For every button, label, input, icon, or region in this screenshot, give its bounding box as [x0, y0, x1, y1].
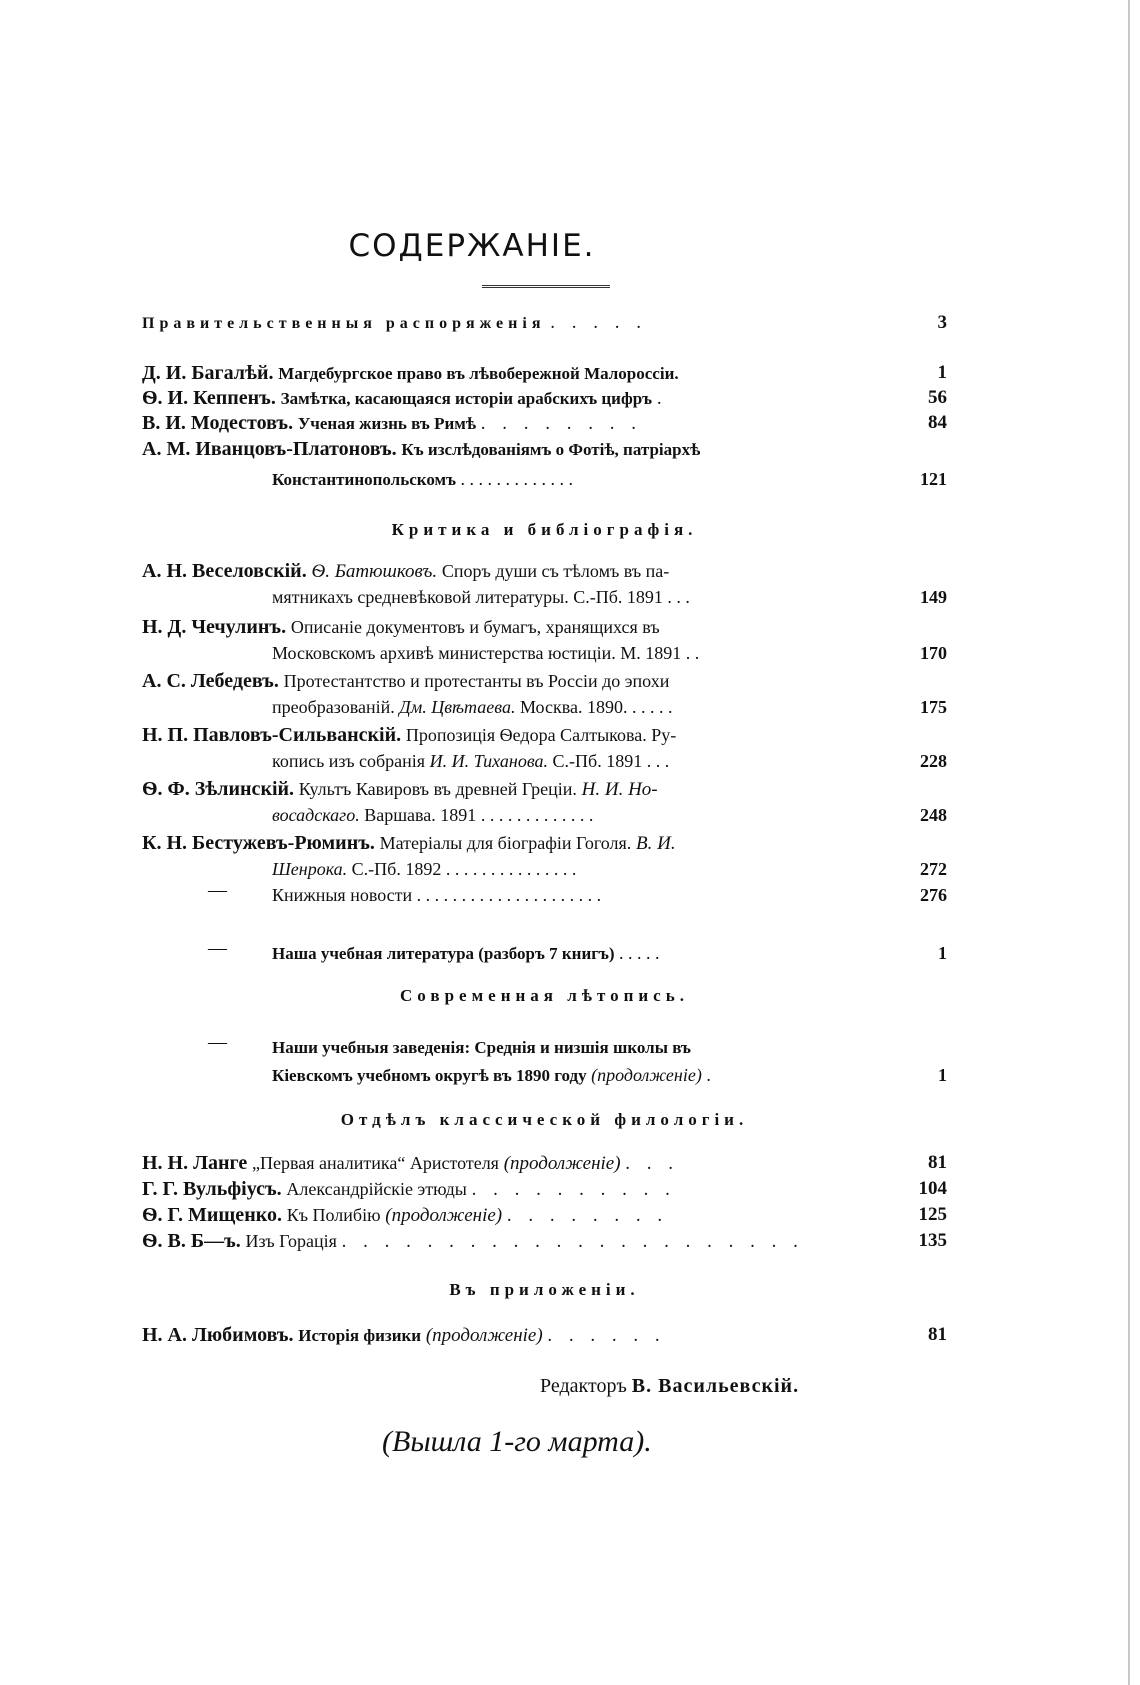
critique-imprint: Москва. 1890.: [519, 697, 628, 717]
philology-note: (продолженіе): [385, 1205, 503, 1226]
toc-row-continuation: [272, 856, 947, 882]
toc-row-philology: [142, 1176, 947, 1203]
chronicle-note: (продолженіе): [591, 1065, 702, 1085]
article-author: А. М. Иванцовъ-Платоновъ.: [142, 438, 397, 460]
editor-name: В. Васильевскій.: [631, 1375, 800, 1397]
toc-row-continuation: [272, 694, 947, 720]
critique-reviewed-author: В. И.: [636, 833, 676, 854]
philology-author: Н. Н. Ланге: [142, 1152, 248, 1174]
article-author: В. И. Модестовъ.: [142, 412, 294, 434]
critique-dots: . . . . . . . . . . . . .: [480, 805, 594, 825]
philology-dots: . . . . . . . .: [506, 1205, 669, 1226]
critique-title: Культъ Кавировъ въ древней Греціи.: [298, 779, 577, 799]
critique-page: 276: [920, 885, 947, 905]
dash-mark: —: [208, 938, 227, 959]
school-page: 1: [938, 943, 947, 963]
appendix-dots: . . . . . .: [547, 1325, 666, 1346]
chronicle-page: 1: [938, 1065, 947, 1085]
philology-author: Ѳ. Г. Мищенко.: [142, 1204, 282, 1226]
toc-row-continuation: [272, 466, 947, 493]
dash-mark: —: [208, 880, 227, 901]
critique-title-cont: преобразованій.: [272, 697, 395, 717]
toc-row-article: [142, 385, 947, 412]
appendix-page: 81: [928, 1324, 947, 1345]
critique-page: 248: [920, 805, 947, 825]
toc-row-continuation: [272, 802, 947, 828]
toc-row-critique: [142, 830, 947, 857]
article-author: Ѳ. И. Кеппенъ.: [142, 387, 276, 409]
article-dots: . . . . . . . . . . . . .: [460, 469, 573, 489]
critique-reviewed-author: И. И. Тиханова.: [429, 751, 549, 771]
title-rule: [482, 285, 610, 288]
critique-dots: . . .: [646, 751, 670, 771]
philology-dots: . . . . . . . . . . . . . . . . . . . . . .: [341, 1231, 804, 1252]
article-title-cont: Константинопольскомъ: [272, 470, 456, 489]
govt-dots: . . . . .: [550, 312, 647, 333]
critique-author: К. Н. Бестужевъ-Рюминъ.: [142, 832, 375, 854]
critique-title-cont: копись изъ собранія: [272, 751, 426, 771]
critique-title-cont: Московскомъ архивѣ министерства юстиціи. М. 1891: [272, 643, 682, 663]
toc-row-philology: [142, 1150, 947, 1177]
article-page: 1: [937, 362, 947, 383]
chronicle-title-cont: Кіевскомъ учебномъ округѣ въ 1890 году: [272, 1066, 587, 1085]
critique-reviewed-author-cont: восадскаго.: [272, 805, 360, 825]
toc-row-critique: [142, 668, 947, 695]
critique-page: 149: [920, 587, 947, 607]
philology-title: Изъ Горація: [245, 1231, 337, 1251]
critique-author: А. Н. Веселовскій.: [142, 560, 307, 582]
critique-title-cont: мятникахъ средневѣковой литературы. С.-Пб. 1891: [272, 587, 663, 607]
critique-reviewed-author: Ѳ. Батюшковъ.: [311, 561, 438, 582]
article-page: 84: [928, 412, 947, 433]
critique-title: Споръ души съ тѣломъ въ па-: [441, 561, 670, 581]
school-title: Наша учебная литература (разборъ 7 книгъ): [272, 944, 615, 963]
article-title: Магдебургское право въ лѣвобережной Малороссіи.: [278, 364, 679, 383]
govt-page: 3: [937, 312, 947, 333]
article-title: Замѣтка, касающаяся исторіи арабскихъ цифръ: [280, 389, 653, 408]
editor-line: [540, 1375, 799, 1398]
article-page: 56: [928, 387, 947, 408]
critique-reviewed-author-cont: Шенрока.: [272, 859, 348, 879]
toc-row-appendix: [142, 1322, 947, 1349]
editor-label: Редакторъ: [540, 1375, 627, 1397]
dash-mark: —: [208, 1032, 227, 1053]
philology-page: 135: [918, 1230, 947, 1251]
article-title: Къ изслѣдованіямъ о Фотіѣ, патріархѣ: [401, 440, 701, 459]
critique-author: Н. П. Павловъ-Сильванскій.: [142, 724, 402, 746]
section-title-critique: Критика и библіографія.: [391, 520, 698, 539]
article-author: Д. И. Багалѣй.: [142, 362, 274, 384]
toc-row-chronicle: [272, 1034, 947, 1061]
philology-page: 125: [918, 1204, 947, 1225]
critique-author: А. С. Лебедевъ.: [142, 670, 279, 692]
philology-dots: . . . . . . . . . .: [471, 1179, 676, 1200]
critique-page: 175: [920, 697, 947, 717]
toc-row-continuation: [272, 640, 947, 666]
critique-reviewed-author: Дм. Цвѣтаева.: [399, 697, 516, 717]
philology-title: „Первая аналитика“ Аристотеля: [251, 1153, 499, 1173]
chronicle-dots: .: [706, 1065, 711, 1085]
toc-row-continuation: [272, 748, 947, 774]
critique-title: Протестантство и протестанты въ Россіи до эпохи: [283, 671, 670, 691]
critique-author: Ѳ. Ф. Зѣлинскій.: [142, 778, 295, 800]
critique-title: Книжныя новости: [272, 885, 413, 905]
philology-title: Къ Полибію: [286, 1205, 381, 1225]
govt-label: Правительственныя распоряженія: [142, 315, 546, 332]
article-page: 121: [920, 469, 947, 489]
toc-row-article: [142, 360, 947, 387]
critique-page: 170: [920, 643, 947, 663]
toc-row-critique: [142, 558, 947, 585]
critique-title: Матеріалы для біографіи Гоголя.: [379, 833, 632, 853]
page-title: СОДЕРЖАНІЕ.: [348, 228, 596, 264]
appendix-author: Н. А. Любимовъ.: [142, 1324, 294, 1346]
article-title: Ученая жизнь въ Римѣ: [297, 414, 477, 433]
critique-dots: . .: [685, 643, 700, 663]
philology-author: Ѳ. В. Б—ъ.: [142, 1230, 241, 1252]
critique-reviewed-author: Н. И. Но-: [581, 779, 658, 800]
critique-dots: . . .: [667, 587, 690, 607]
section-title-philology: Отдѣлъ классической филологіи.: [340, 1110, 749, 1129]
critique-imprint: С.-Пб. 1891: [552, 751, 643, 771]
toc-row-critique: [142, 722, 947, 749]
toc-row-article: [142, 410, 947, 437]
article-dots: .: [656, 388, 668, 409]
critique-imprint: Варшава. 1891: [364, 805, 477, 825]
school-dots: . . . . .: [619, 943, 660, 963]
philology-page: 104: [918, 1178, 947, 1199]
philology-author: Г. Г. Вульфіусъ.: [142, 1178, 282, 1200]
philology-note: (продолженіе): [503, 1153, 621, 1174]
critique-page: 272: [920, 859, 947, 879]
critique-imprint: С.-Пб. 1892: [351, 859, 442, 879]
appendix-note: (продолженіе): [425, 1325, 543, 1346]
chronicle-title: Наши учебныя заведенія: Среднія и низшія школы въ: [272, 1038, 691, 1057]
philology-page: 81: [928, 1152, 947, 1173]
toc-row-govt: [142, 310, 947, 337]
critique-dots: . . . . .: [631, 697, 673, 717]
section-title-appendix: Въ приложеніи.: [449, 1280, 640, 1299]
philology-title: Александрійскіе этюды: [286, 1179, 467, 1199]
toc-row-article: [142, 436, 947, 463]
critique-dots: . . . . . . . . . . . . . . . . . . . . .: [416, 885, 602, 905]
page-edge: [1128, 0, 1130, 1685]
toc-row-critique: [142, 776, 947, 803]
toc-row-continuation: [272, 1062, 947, 1089]
toc-row-school: [272, 940, 947, 967]
toc-row-philology: [142, 1228, 947, 1255]
philology-dots: . . .: [625, 1153, 680, 1174]
critique-title: Пропозиція Ѳедора Салтыкова. Ру-: [405, 725, 677, 745]
toc-row-critique: [142, 614, 947, 641]
toc-row-philology: [142, 1202, 947, 1229]
handwritten-note: (Вышла 1-го марта).: [382, 1425, 652, 1458]
critique-title: Описаніе документовъ и бумагъ, хранящихся въ: [290, 617, 660, 637]
appendix-title: Исторія физики: [298, 1326, 422, 1345]
critique-dots: . . . . . . . . . . . . . . .: [445, 859, 577, 879]
toc-row-continuation: [272, 584, 947, 610]
critique-page: 228: [920, 751, 947, 771]
section-title-chronicle: Современная лѣтопись.: [400, 986, 689, 1005]
article-dots: . . . . . . . .: [480, 413, 643, 434]
toc-row-critique: [272, 882, 947, 908]
critique-author: Н. Д. Чечулинъ.: [142, 616, 287, 638]
